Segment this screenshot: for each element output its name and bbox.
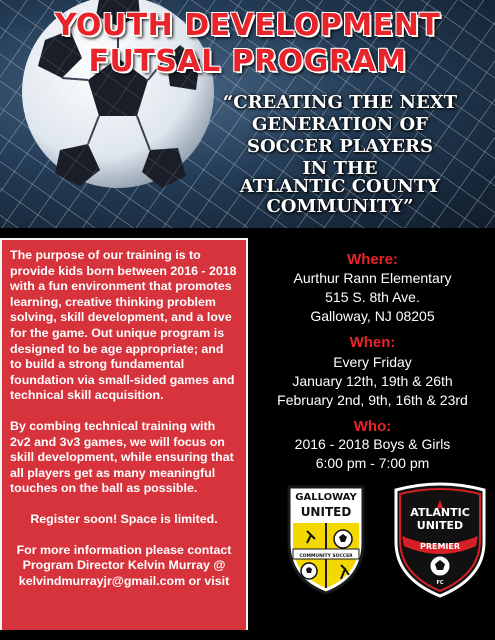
when-line: Every Friday [333,354,412,370]
galloway-united-logo [285,483,367,600]
where-heading: Where: [347,251,398,268]
register-notice: Register soon! Space is limited. [30,511,218,526]
where-line: 515 S. 8th Ave. [325,289,420,305]
tagline-line: SOCCER PLAYERS [246,136,434,157]
program-description-panel [0,238,248,640]
atlantic-line1-text: ATLANTIC [410,506,470,519]
galloway-band-text: COMMUNITY SOCCER [299,554,353,559]
tagline-line: COMMUNITY” [266,196,414,217]
tagline-line: “CREATING THE NEXT [222,92,458,113]
purpose-paragraph: The purpose of our training is to provide kids born between 2016 - 2018 with a fun environment that promotes learning, creative thinking problem solving, skill development, and a love for the game. Out unique program is designed to be age appropriate; and to build a strong fundamental foundation via small-sided games and technical skill acquisition. [10,248,237,403]
program-title-line1: YOUTH DEVELOPMENT [54,8,441,43]
when-line: January 12th, 19th & 26th [292,373,453,389]
contact-info: For more information please contact Program Director Kelvin Murray @ kelvindmurrayjr@gmail.com or visit [16,542,232,588]
tagline-line: GENERATION OF [252,114,428,135]
hero-banner [0,0,495,228]
atlantic-line2-text: UNITED [416,519,464,532]
where-line: Galloway, NJ 08205 [310,308,435,324]
program-title-line2: FUTSAL PROGRAM [88,44,407,79]
when-heading: When: [349,334,396,351]
tagline-line: ATLANTIC COUNTY [239,176,441,197]
bottom-edge-strip [0,630,495,640]
where-line: Aurthur Rann Elementary [293,270,452,286]
tagline-line: IN THE [302,158,378,179]
when-line: February 2nd, 9th, 16th & 23rd [277,392,468,408]
atlantic-band-text: PREMIER [419,542,461,551]
atlantic-united-logo [390,480,490,605]
who-line: 6:00 pm - 7:00 pm [315,455,430,471]
galloway-bottom-text: UNITED [300,505,352,519]
who-heading: Who: [353,418,392,435]
galloway-top-text: GALLOWAY [295,492,357,503]
atlantic-small-text: FC [436,580,444,586]
training-paragraph: By combing technical training with 2v2 and 3v3 games, we will focus on skill development, while ensuring that all players get as many meaningful touches on the ball as possible. [10,418,234,496]
who-line: 2016 - 2018 Boys & Girls [294,436,451,452]
